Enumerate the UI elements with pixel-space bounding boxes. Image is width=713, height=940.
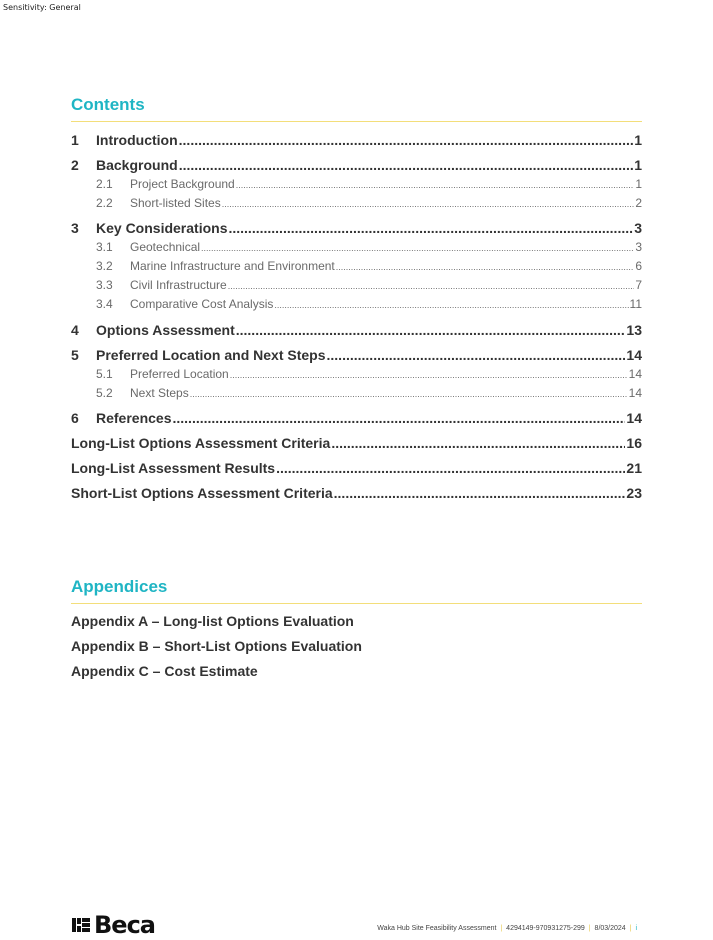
- toc-entry-number: 3.3: [96, 278, 113, 292]
- toc-entry-page: 3: [634, 220, 642, 236]
- toc-leader-dots: [236, 322, 626, 338]
- toc-entry-page: 6: [635, 259, 642, 273]
- toc-leader-dots: [327, 347, 626, 363]
- toc-entry[interactable]: [71, 347, 642, 363]
- toc-entry-number: 3: [71, 220, 79, 236]
- toc-entry-page: 16: [626, 435, 642, 451]
- toc-leader-dots: [336, 262, 635, 272]
- toc-entry-number: 3.2: [96, 259, 113, 273]
- toc-entry-page: 1: [635, 177, 642, 191]
- toc-entry-title: Marine Infrastructure and Environment: [130, 259, 335, 273]
- toc-leader-dots: [173, 410, 626, 426]
- toc-leader-dots: [274, 300, 628, 310]
- toc-entry-title: Key Considerations: [96, 220, 228, 236]
- toc-entry-page: 7: [635, 278, 642, 292]
- toc-entry[interactable]: [71, 177, 642, 191]
- toc-entry-title: Next Steps: [130, 386, 189, 400]
- beca-logo: [72, 911, 155, 939]
- toc-leader-dots: [222, 199, 635, 209]
- toc-entry-number: 1: [71, 132, 79, 148]
- toc-entry-number: 5: [71, 347, 79, 363]
- toc-entry-number: 4: [71, 322, 79, 338]
- toc-entry-title: Short-List Options Assessment Criteria: [71, 485, 333, 501]
- footer-separator: |: [629, 925, 632, 932]
- toc-entry[interactable]: [71, 322, 642, 338]
- toc-entry[interactable]: [71, 386, 642, 400]
- toc-leader-dots: [179, 132, 634, 148]
- beca-logo-icon: [72, 916, 90, 934]
- toc-entry[interactable]: [71, 220, 642, 236]
- toc-entry[interactable]: [71, 435, 642, 451]
- toc-entry-number: 6: [71, 410, 79, 426]
- toc-leader-dots: [190, 389, 628, 399]
- toc-entry[interactable]: [71, 132, 642, 148]
- toc-entry-title: Background: [96, 157, 178, 173]
- toc-entry[interactable]: [71, 278, 642, 292]
- appendix-c-link[interactable]: Appendix C – Cost Estimate: [71, 663, 258, 679]
- footer-info: [377, 925, 637, 932]
- toc-leader-dots: [331, 435, 625, 451]
- footer-doc-title: Waka Hub Site Feasibility Assessment: [377, 925, 497, 932]
- toc-leader-dots: [201, 243, 634, 253]
- toc-leader-dots: [334, 485, 626, 501]
- toc-entry[interactable]: [71, 410, 642, 426]
- toc-leader-dots: [179, 157, 634, 173]
- toc-entry-title: Options Assessment: [96, 322, 235, 338]
- toc-entry-number: 5.2: [96, 386, 113, 400]
- toc-entry[interactable]: [71, 367, 642, 381]
- toc-entry-page: 3: [635, 240, 642, 254]
- toc-entry-page: 13: [626, 322, 642, 338]
- toc-leader-dots: [236, 180, 635, 190]
- toc-entry-page: 2: [635, 196, 642, 210]
- toc-entry[interactable]: [71, 297, 642, 311]
- toc-leader-dots: [228, 281, 635, 291]
- appendices-heading: Appendices: [71, 577, 642, 604]
- toc-leader-dots: [230, 370, 628, 380]
- toc-entry-page: 14: [626, 347, 642, 363]
- toc-leader-dots: [228, 220, 633, 236]
- sensitivity-label: Sensitivity: General: [3, 3, 81, 12]
- footer-doc-number: 4294149-970931275-299: [506, 925, 585, 932]
- appendix-a-link[interactable]: Appendix A – Long-list Options Evaluation: [71, 613, 354, 629]
- footer-separator: |: [588, 925, 591, 932]
- toc-entry-page: 1: [634, 157, 642, 173]
- toc-entry-page: 11: [629, 297, 642, 311]
- toc-entry-page: 1: [634, 132, 642, 148]
- toc-entry-title: Project Background: [130, 177, 235, 191]
- toc-entry-page: 14: [626, 410, 642, 426]
- toc-entry-page: 23: [626, 485, 642, 501]
- toc-entry-title: Preferred Location and Next Steps: [96, 347, 326, 363]
- toc-entry[interactable]: [71, 157, 642, 173]
- toc-entry-page: 14: [628, 367, 642, 381]
- toc-entry[interactable]: [71, 240, 642, 254]
- toc-entry[interactable]: [71, 460, 642, 476]
- toc-entry-number: 3.4: [96, 297, 113, 311]
- toc-entry-number: 2.2: [96, 196, 113, 210]
- toc-entry-number: 2.1: [96, 177, 113, 191]
- toc-entry-title: Short-listed Sites: [130, 196, 221, 210]
- toc-entry[interactable]: [71, 259, 642, 273]
- toc-entry-title: Comparative Cost Analysis: [130, 297, 274, 311]
- toc-entry-number: 2: [71, 157, 79, 173]
- contents-heading: Contents: [71, 95, 642, 122]
- toc-entry-page: 21: [626, 460, 642, 476]
- toc-leader-dots: [276, 460, 625, 476]
- appendix-b-link[interactable]: Appendix B – Short-List Options Evaluation: [71, 638, 362, 654]
- toc-entry[interactable]: [71, 485, 642, 501]
- footer-page-number: i: [635, 925, 637, 932]
- toc-entry-title: Preferred Location: [130, 367, 229, 381]
- toc-entry-title: Civil Infrastructure: [130, 278, 227, 292]
- toc-entry[interactable]: [71, 196, 642, 210]
- toc-entry-title: Geotechnical: [130, 240, 201, 254]
- toc-entry-number: 3.1: [96, 240, 113, 254]
- toc-entry-title: Long-List Options Assessment Criteria: [71, 435, 331, 451]
- toc-entry-title: Introduction: [96, 132, 178, 148]
- toc-entry-page: 14: [628, 386, 642, 400]
- toc-entry-title: References: [96, 410, 172, 426]
- toc-entry-number: 5.1: [96, 367, 113, 381]
- footer-date: 8/03/2024: [594, 925, 626, 932]
- footer-separator: |: [500, 925, 503, 932]
- beca-logo-text: Beca: [94, 911, 155, 939]
- toc-entry-title: Long-List Assessment Results: [71, 460, 276, 476]
